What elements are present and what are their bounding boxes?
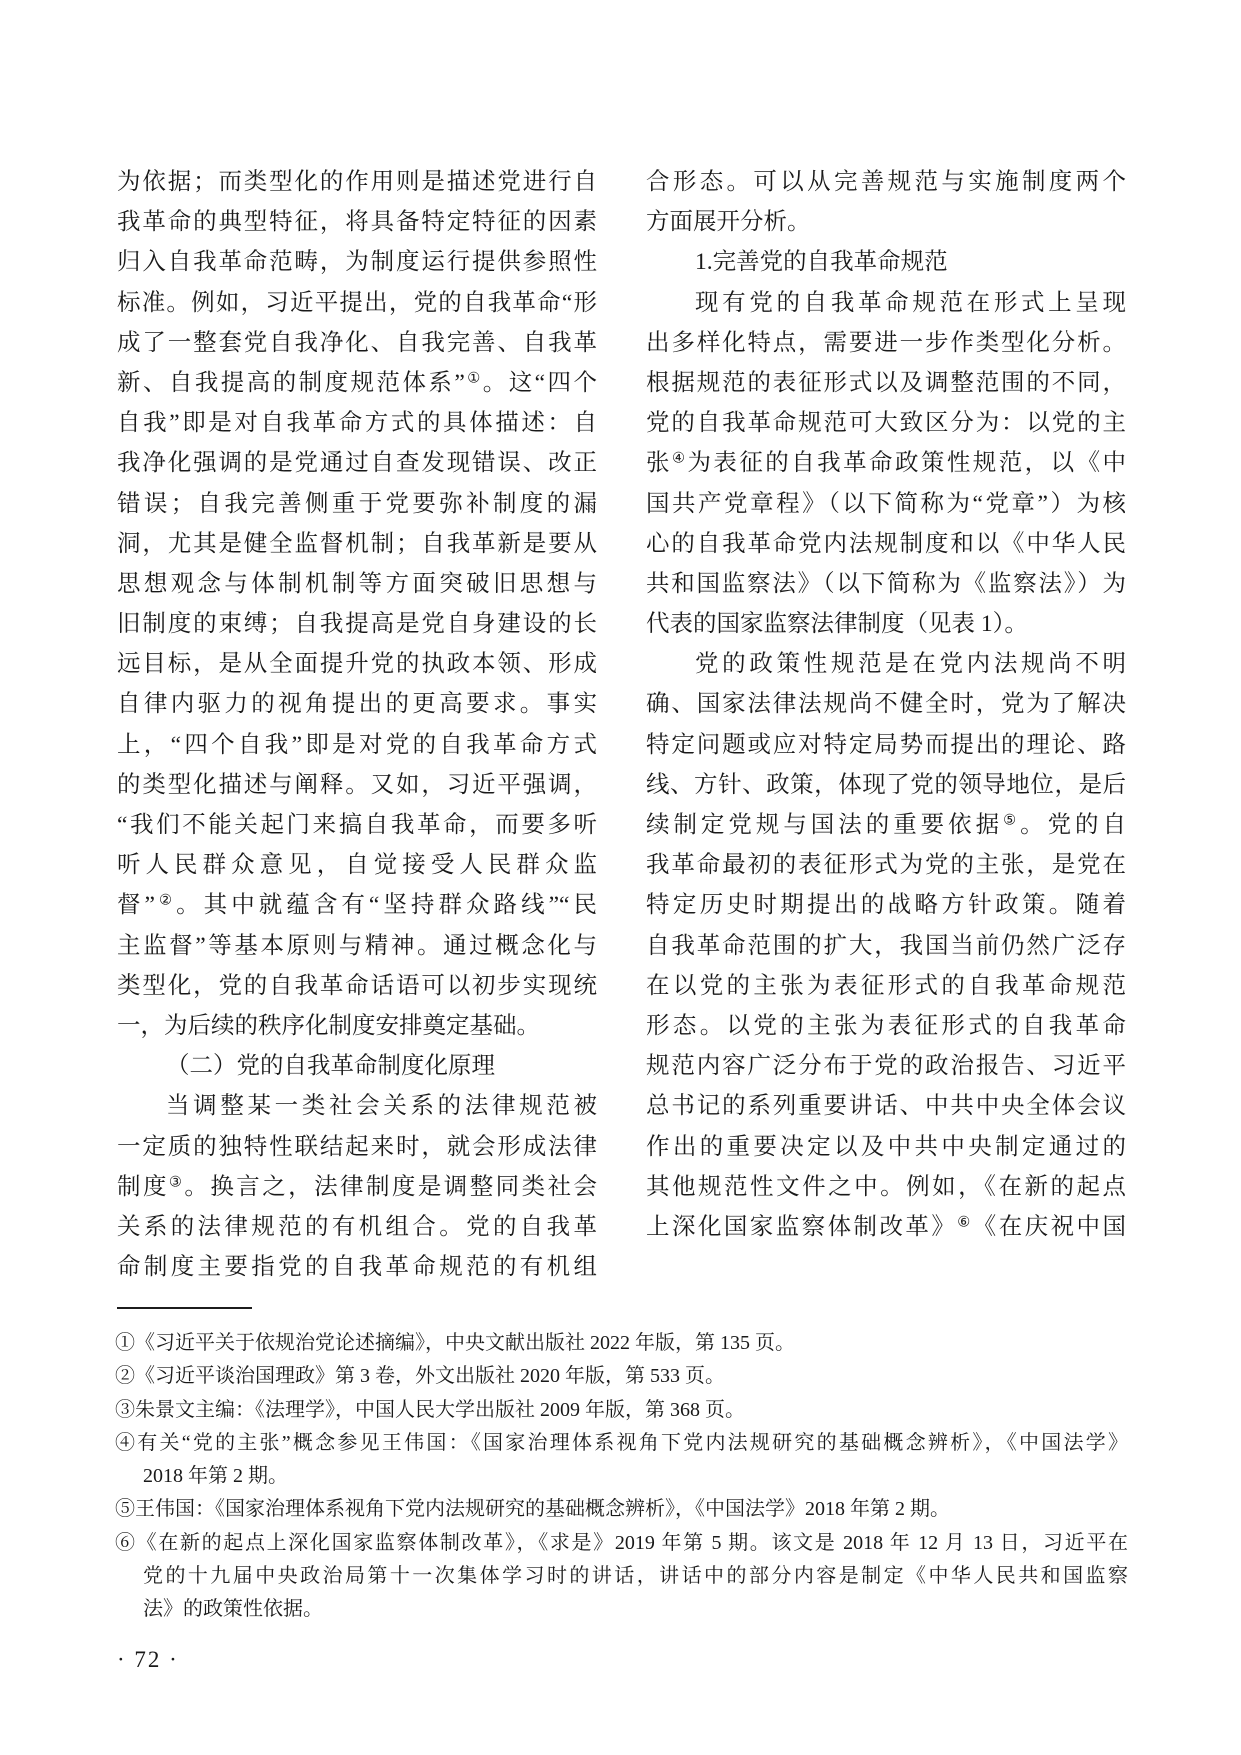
body-line: 归入自我革命范畴，为制度运行提供参照性 [117,249,597,276]
body-line: 一，为后续的秩序化制度安排奠定基础。 [117,1012,540,1039]
body-line: （二）党的自我革命制度化原理 [166,1053,495,1080]
body-line: 其他规范性文件之中。例如，《在新的起点 [646,1173,1126,1200]
body-line: 类型化，党的自我革命话语可以初步实现统 [117,972,597,999]
body-line: 共和国监察法》（以下简称为《监察法》）为 [646,570,1126,597]
footnote-marker: ③ [168,1174,185,1191]
body-line: 思想观念与体制机制等方面突破旧思想与 [117,570,597,597]
body-line: 成了一整套党自我净化、自我完善、自我革 [117,329,597,356]
body-line: 关系的法律规范的有机组合。党的自我革 [117,1213,597,1240]
footnote-line: ⑥《在新的起点上深化国家监察体制改革》，《求是》2019 年第 5 期。该文是 2018 年 12 月 13 日，习近平在 [115,1531,1128,1554]
right-column [646,162,1126,1247]
body-line: 确、国家法律法规尚不健全时，党为了解决 [646,691,1126,718]
footnote-marker: ⑥ [957,1214,973,1231]
body-line: 制度③。换言之，法律制度是调整同类社会 [117,1173,597,1200]
body-line: 合形态。可以从完善规范与实施制度两个 [646,169,1126,195]
body-line: 现有党的自我革命规范在形式上呈现 [695,289,1126,316]
body-line: 党的政策性规范是在党内法规尚不明 [695,651,1126,678]
footnotes [115,1327,1128,1627]
body-line: 出多样化特点，需要进一步作类型化分析。 [646,329,1126,356]
footnote-line: ②《习近平谈治国理政》第 3 卷，外文出版社 2020 年版，第 533 页。 [115,1365,725,1388]
page-number: · 72 · [117,1647,179,1672]
body-line: 规范内容广泛分布于党的政治报告、习近平 [646,1053,1126,1080]
body-line: 我革命最初的表征形式为党的主张，是党在 [646,852,1126,879]
body-line: 根据规范的表征形式以及调整范围的不同， [646,369,1126,396]
body-line: “我们不能关起门来搞自我革命，而要多听 [117,812,597,838]
body-line: 标准。例如，习近平提出，党的自我革命“形 [117,289,597,316]
body-line: 当调整某一类社会关系的法律规范被 [166,1093,597,1120]
body-line: 方面展开分析。 [646,209,811,236]
body-line: 的类型化描述与阐释。又如，习近平强调， [117,771,597,798]
body-line: 我革命的典型特征，将具备特定特征的因素 [117,209,597,236]
footnote-continuation-line: 党的十九届中央政治局第十一次集体学习时的讲话，讲话中的部分内容是制定《中华人民共和国监察 [143,1565,1128,1588]
body-line: 代表的国家监察法律制度（见表 1）。 [646,611,1028,638]
body-line: 为依据；而类型化的作用则是描述党进行自 [117,169,597,195]
body-line: 督”②。其中就蕴含有“坚持群众路线”“民 [117,892,597,919]
footnote-line: ③朱景文主编：《法理学》，中国人民大学出版社 2009 年版，第 368 页。 [115,1398,745,1421]
body-line: 新、自我提高的制度规范体系”①。这“四个 [117,369,597,396]
footnote-continuation-line: 法》的政策性依据。 [143,1598,323,1621]
body-line: 特定问题或应对特定局势而提出的理论、路 [646,731,1126,758]
footnote-marker: ② [154,893,177,910]
body-line: 上深化国家监察体制改革》⑥《在庆祝中国 [646,1213,1126,1240]
footnote-separator [117,1307,252,1309]
footnote-continuation-line: 2018 年第 2 期。 [143,1465,288,1488]
footnote-line: ①《习近平关于依规治党论述摘编》，中央文献出版社 2022 年版，第 135 页。 [115,1332,795,1354]
body-line: 作出的重要决定以及中共中央制定通过的 [646,1133,1126,1160]
body-line: 洞，尤其是健全监督机制；自我革新是要从 [117,530,597,557]
body-line: 自我”即是对自我革命方式的具体描述：自 [117,410,597,437]
body-line: 命制度主要指党的自我革命规范的有机组 [117,1254,597,1281]
left-column [117,162,597,1287]
body-line: 旧制度的束缚；自我提高是党自身建设的长 [117,611,597,638]
body-line: 国共产党章程》（以下简称为“党章”）为核 [646,490,1126,517]
body-line: 自律内驱力的视角提出的更高要求。事实 [117,691,597,718]
footnote-marker: ① [464,370,483,387]
body-line: 远目标，是从全面提升党的执政本领、形成 [117,651,597,678]
body-line: 听人民群众意见，自觉接受人民群众监 [117,852,597,879]
body-line: 上，“四个自我”即是对党的自我革命方式 [117,731,597,758]
body-line: 张④为表征的自我革命政策性规范，以《中 [646,450,1126,477]
body-line: 在以党的主张为表征形式的自我革命规范 [646,972,1126,999]
body-line: 一定质的独特性联结起来时，就会形成法律 [117,1133,597,1160]
body-line: 心的自我革命党内法规制度和以《中华人民 [646,530,1126,557]
body-line: 线、方针、政策，体现了党的领导地位，是后 [646,771,1126,798]
footnote-marker: ⑤ [1003,812,1021,829]
body-line: 错误；自我完善侧重于党要弥补制度的漏 [117,490,597,517]
footnote-marker: ④ [671,451,688,468]
body-line: 总书记的系列重要讲话、中共中央全体会议 [646,1093,1126,1120]
body-line: 1.完善党的自我革命规范 [695,249,948,276]
body-line: 主监督”等基本原则与精神。通过概念化与 [117,932,597,959]
body-line: 续制定党规与国法的重要依据⑤。党的自 [646,812,1126,838]
body-line: 党的自我革命规范可大致区分为：以党的主 [646,410,1126,437]
body-line: 我净化强调的是党通过自查发现错误、改正 [117,450,597,477]
body-line: 特定历史时期提出的战略方针政策。随着 [646,892,1126,919]
body-line: 形态。以党的主张为表征形式的自我革命 [646,1012,1126,1039]
footnote-line: ④有关“党的主张”概念参见王伟国：《国家治理体系视角下党内法规研究的基础概念辨析》，《中国法学》 [115,1431,1128,1454]
body-line: 自我革命范围的扩大，我国当前仍然广泛存 [646,932,1126,959]
footnote-line: ⑤王伟国：《国家治理体系视角下党内法规研究的基础概念辨析》，《中国法学》2018 年第 2 期。 [115,1498,950,1521]
